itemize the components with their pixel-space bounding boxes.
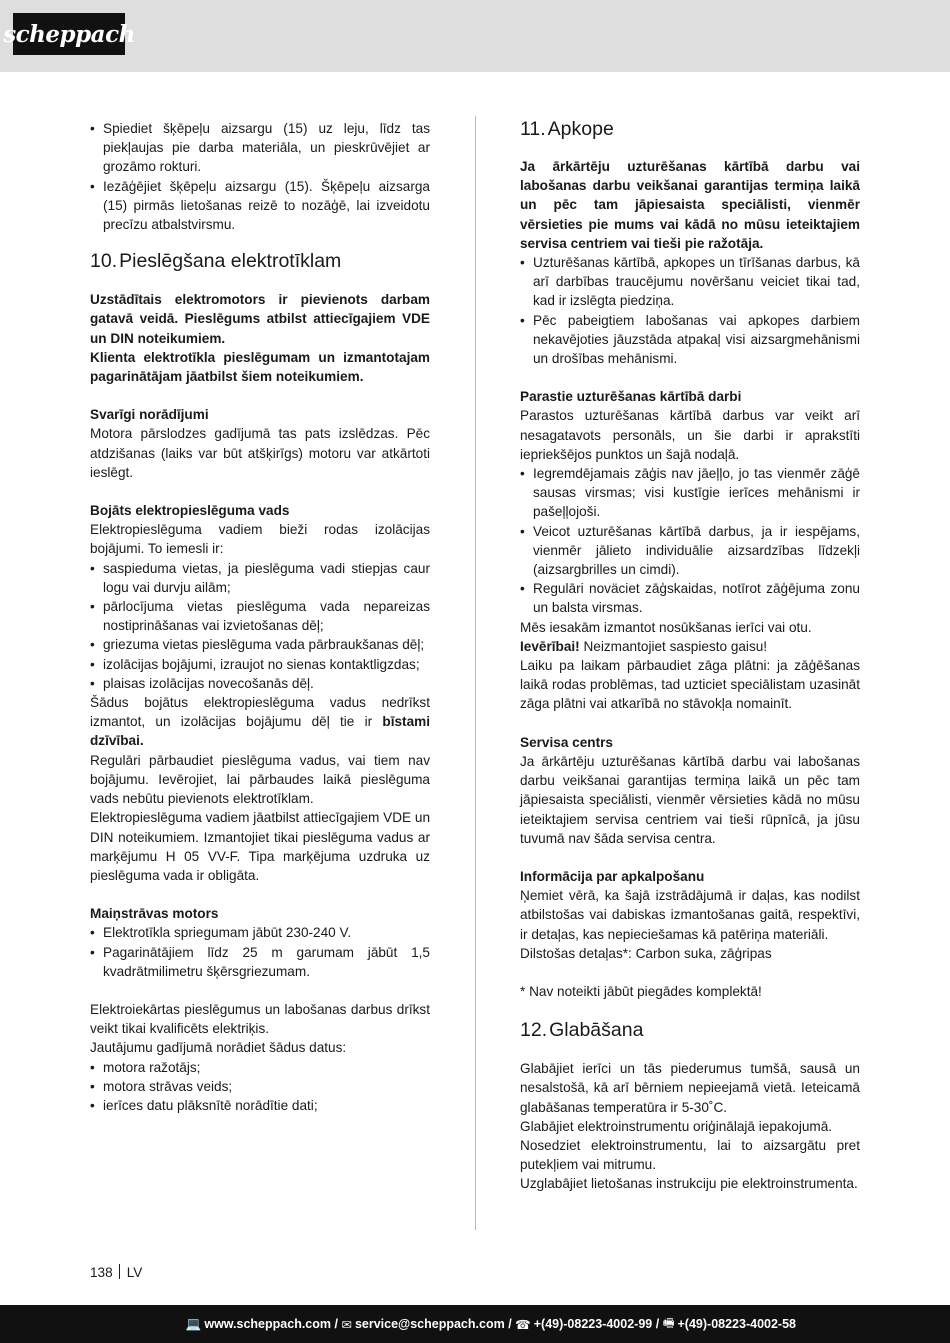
damaged-cable-heading: Bojāts elektropieslēguma vads <box>90 503 290 519</box>
list-item: • plaisas izolācijas novecošanās dēļ. <box>90 675 314 691</box>
wear-parts-text: Dilstošas detaļas*: Carbon suka, zāģripas <box>520 945 772 961</box>
maintenance-list <box>520 253 860 368</box>
fax-icon: 🖷 <box>662 1315 675 1330</box>
list-item: • izolācijas bojājumi, izraujot no sienas kontaktligzdas; <box>90 656 420 672</box>
list-item: • motora ražotājs; <box>90 1059 201 1075</box>
storage-text-1: Glabājiet ierīci un tās piederumus tumšā, sausā un nesalstošā, kā arī bērniem nepieejamā vietā. Ieteicamā glabāšanas temperatūra ir 5-30˚C. <box>520 1061 860 1115</box>
blade-text: Laiku pa laikam pārbaudiet zāga plātni: ja zāģēšanas laikā rodas problēmas, tad uzticiet speciālistam uzasināt zāga plātni vai atkarībā no stāvokļa nomainīt. <box>520 658 860 712</box>
list-item: • Pagarinātājiem līdz 25 m garumam jābūt 1,5 kvadrātmilimetru šķērsgriezumam. <box>90 944 430 979</box>
footer-separator: / <box>655 1317 660 1331</box>
intro-list <box>90 119 430 234</box>
agents-text: Mēs iesakām izmantot nosūkšanas ierīci vai otu. <box>520 619 812 635</box>
questions-list <box>90 1058 430 1116</box>
storage-text-2: Glabājiet elektroinstrumentu oriģinālajā iepakojumā. <box>520 1118 833 1134</box>
routine-text: Parastos uzturēšanas kārtībā darbus var veikt arī nesagatavots personāls, un šie darbi ir aprakstīti iepriekšējos punktos un šajā nodaļā. <box>520 408 860 462</box>
service-text: Ja ārkārtēju uzturēšanas kārtībā darbu vai labošanas darbu veikšanai garantijas termiņa laikā un pēc tam jāpiesaista speciālisti, vienmēr vērsieties kādā no mūsu ieteiktajiem servisa centriem vai tieši rūpnīcā, ja jūsu tuvumā nav šāda servisa centra. <box>520 753 860 846</box>
list-item: • griezuma vietas pieslēguma vada pārbraukšanas dēļ; <box>90 637 425 653</box>
info-heading: Informācija par apkalpošanu <box>520 868 705 884</box>
list-item: • Veicot uzturēšanas kārtībā darbus, ja ir iespējams, vienmēr jālieto individuālie aizsardzības līdzekļi (aizsargbrilles un cimdi). <box>520 523 860 578</box>
connection-info: Uzstādītais elektromotors ir pievienots darbam gatavā veidā. Pieslēgums atbilst attiecīgajiem VDE un DIN noteikumiem. <box>90 292 430 346</box>
scheppach-logo: scheppach <box>13 13 125 55</box>
list-item: • motora strāvas veids; <box>90 1078 233 1094</box>
section-11-heading: 11. Apkope <box>520 118 614 140</box>
damaged-cable-text: Elektropieslēguma vadiem bieži rodas izolācijas bojājumi. To iemesli ir: <box>90 522 430 557</box>
page-language: LV <box>126 1265 143 1280</box>
footer-separator: / <box>508 1317 512 1331</box>
check-text: Regulāri pārbaudiet pieslēguma vadus, vai tiem nav bojājumu. Ievērojiet, lai pārbaudes laikā pieslēguma vads nebūtu pievienots elektrotīklam. <box>90 752 430 807</box>
left-column <box>90 119 430 1115</box>
section-12-heading: 12. Glabāšana <box>520 1019 644 1042</box>
damaged-cable-list <box>90 559 430 693</box>
storage-text-3: Nosedziet elektroinstrumentu, lai to aizsargātu pret putekļiem vai mitrumu. <box>520 1137 860 1173</box>
footer-fax: +(49)-08223-4002-58 <box>677 1317 796 1331</box>
service-heading: Servisa centrs <box>520 734 613 750</box>
header-bar <box>0 0 950 72</box>
list-item: • Regulāri noväciet zāģskaidas, notīrot zāģējuma zonu un balsta virsmas. <box>520 581 860 616</box>
list-item: • saspieduma vietas, ja pieslēguma vadi stiepjas caur logu vai durvju ailām; <box>90 560 430 595</box>
storage-text-4: Uzglabājiet lietošanas instrukciju pie elektroinstrumenta. <box>520 1176 858 1192</box>
mail-icon: ✉ <box>341 1317 352 1332</box>
ac-motor-list <box>90 923 430 981</box>
ac-motor-heading: Maiņstrāvas motors <box>90 906 219 922</box>
footer-website[interactable]: www.scheppach.com <box>204 1317 331 1331</box>
phone-icon: ☎ <box>515 1317 531 1332</box>
column-divider <box>475 116 476 1230</box>
footer-email[interactable]: service@scheppach.com <box>354 1317 505 1331</box>
electrician-text: Elektroiekārtas pieslēgumus un labošanas darbus drīkst veikt tikai kvalificēts elektriķis. <box>90 1001 430 1037</box>
list-item: • Iezāģējiet šķēpeļu aizsargu (15). Šķēpeļu aizsarga (15) pirmās lietošanas reizē to nozāģē, lai izveidotu precīzu atbalstvirsmu. <box>90 178 430 233</box>
questions-text: Jautājumu gadījumā norādiet šādus datus: <box>90 1040 347 1056</box>
list-item: • Pēc pabeigtiem labošanas vai apkopes darbiem nekavējoties jāuzstāda atpakaļ visi aizsargmehānismi un drošības mehānismi. <box>520 312 860 367</box>
notes-heading: Svarīgi norādījumi <box>90 407 209 423</box>
list-item: • pārlocījuma vietas pieslēguma vada nepareizas nostiprināšanas vai izvietošanas dēļ; <box>90 599 430 634</box>
footnote-text: * Nav noteikti jābūt piegādes komplektā! <box>520 983 762 999</box>
list-item: • Spiediet šķēpeļu aizsargu (15) uz leju, līdz tas piekļaujas pie darba materiāla, un pieskrūvējiet ar grozāmo rokturi. <box>90 121 430 175</box>
info-text: Ņemiet vērā, ka šajā izstrādājumā ir daļas, kas nodilst atbilstošas vai dabiskas izmantošanas gaitā, respektīvi, ir detaļas, kas nepieciešamas kā patēriņa materiāli. <box>520 888 860 942</box>
vde-text: Elektropieslēguma vadiem jāatbilst attiecīgajiem VDE un DIN noteikumiem. Izmantojiet tikai pieslēguma vadus ar marķējumu H 05 VV-F. Tipa marķējuma uzdruka uz pieslēguma vada ir obligāta. <box>90 810 431 883</box>
page-number-value: 138 <box>90 1265 113 1280</box>
list-item: • Elektrotīkla spriegumam jābūt 230-240 V. <box>90 925 352 941</box>
danger-text: Šādus bojātus elektropieslēguma vadus nedrīkst izmantot, un izolācijas bojājumu dēļ tie ir bīstami dzīvībai. <box>90 695 430 749</box>
section-10-heading: 10. Pieslēgšana elektrotīklam <box>90 250 342 273</box>
footer-bar <box>0 1305 950 1343</box>
list-item: • Iegremdējamais zāģis nav jāeļļo, jo tas vienmēr zāģē sausas virsmas; visi kustīgie ierīces mehānismi ir pašeļļojoši. <box>520 466 860 520</box>
warning-text: Ievērībai! Neizmantojiet saspiesto gaisu! <box>520 638 768 654</box>
page-number <box>90 1263 142 1283</box>
page-number-separator <box>119 1264 120 1279</box>
routine-heading: Parastie uzturēšanas kārtībā darbi <box>520 389 742 405</box>
list-item: • Uzturēšanas kārtībā, apkopes un tīrīšanas darbus, kā arī darbības traucējumu novēršanu veiciet tikai tad, kad ir izslēgta piedziņa. <box>520 255 860 309</box>
maintenance-intro: Ja ārkārtēju uzturēšanas kārtībā darbu vai labošanas darbu veikšanai garantijas termiņa laikā un pēc tam jāpiesaista speciālisti, vienmēr vērsieties pie mums vai kādā no mūsu ieteiktajiem servisa centriem vai tieši pie ražotāja. <box>520 159 860 251</box>
footer-separator: / <box>334 1317 338 1331</box>
right-column <box>520 119 860 1194</box>
routine-list <box>520 464 860 618</box>
notes-text: Motora pārslodzes gadījumā tas pats izslēdzas. Pēc atdzišanas (laiks var būt atšķirīgs) motoru var atkārtoti ieslēgt. <box>90 426 430 480</box>
customer-connection-info: Klienta elektrotīkla pieslēgumam un izmantotajam pagarinātājam jāatbilst šiem noteikumiem. <box>90 349 430 385</box>
footer-phone: +(49)-08223-4002-99 <box>533 1317 653 1331</box>
list-item: • ierīces datu plāksnītē norādītie dati; <box>90 1097 318 1113</box>
computer-icon: 💻 <box>185 1316 202 1331</box>
